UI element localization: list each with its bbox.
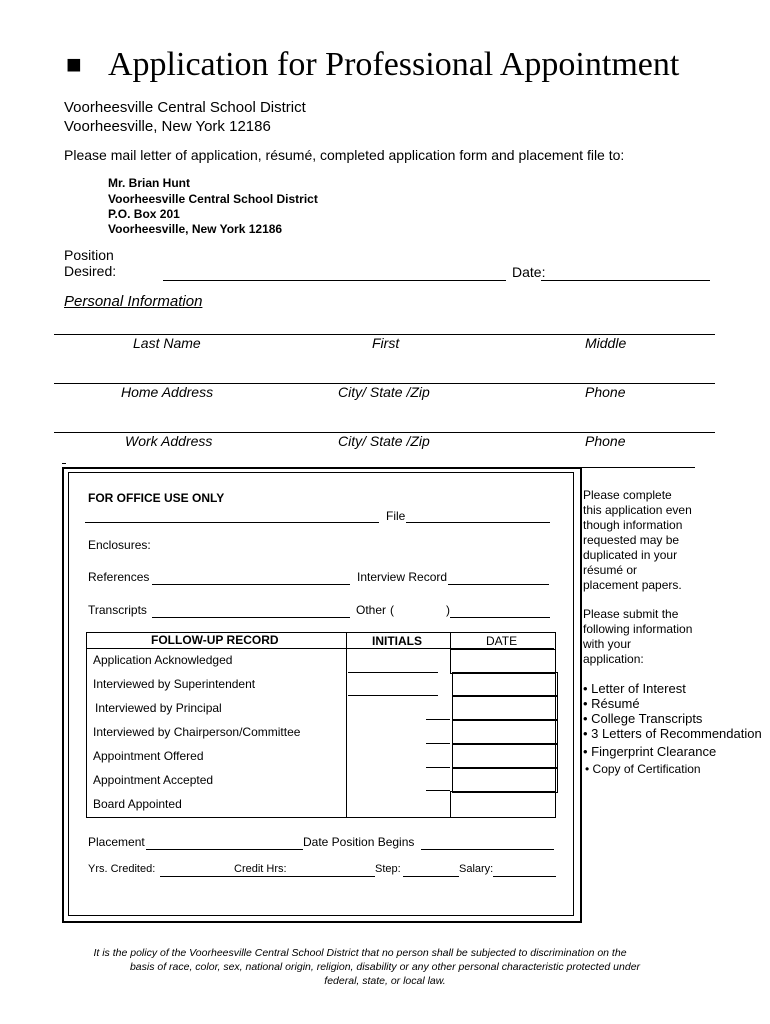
- salary-label: Salary:: [459, 863, 494, 875]
- file-label: File: [386, 509, 406, 523]
- followup-row-label: Appointment Accepted: [93, 773, 214, 787]
- sidebar-note-line: though information: [583, 518, 683, 532]
- date-cell[interactable]: [452, 672, 558, 697]
- followup-row-label: Application Acknowledged: [93, 653, 233, 667]
- footer-line: federal, state, or local law.: [324, 975, 446, 987]
- date-cell[interactable]: [450, 649, 556, 674]
- sidebar-submit-line: with your: [583, 637, 632, 651]
- sidebar-list-item: • College Transcripts: [583, 711, 703, 726]
- date-position-begins-field[interactable]: [421, 849, 554, 850]
- title-bullet: ■: [66, 50, 82, 79]
- followup-header: FOLLOW-UP RECORD: [151, 633, 279, 647]
- district-name: Voorheesville Central School District: [64, 99, 306, 116]
- last-name-label: Last Name: [133, 335, 201, 351]
- sidebar-list-item: • Fingerprint Clearance: [583, 744, 717, 759]
- followup-row-label: Interviewed by Superintendent: [93, 677, 256, 691]
- mail-to-box: P.O. Box 201: [108, 207, 180, 221]
- enclosures-label: Enclosures:: [88, 538, 151, 552]
- sidebar-note-line: résumé or: [583, 563, 638, 577]
- sidebar-note-line: placement papers.: [583, 578, 682, 592]
- mail-to-city: Voorheesville, New York 12186: [108, 222, 283, 236]
- sidebar-list-item: • 3 Letters of Recommendation: [583, 726, 762, 741]
- sidebar-submit-line: application:: [583, 652, 644, 666]
- work-phone-label: Phone: [585, 433, 626, 449]
- date-cell[interactable]: [452, 743, 558, 769]
- position-desired-field[interactable]: [163, 280, 506, 281]
- step-label: Step:: [375, 863, 401, 875]
- sidebar-note-line: requested may be: [583, 533, 680, 547]
- date-cell[interactable]: [452, 767, 558, 793]
- followup-row-label: Appointment Offered: [93, 749, 204, 763]
- other-field[interactable]: [450, 617, 550, 618]
- date-label: Date:: [512, 264, 546, 280]
- sidebar-note-line: this application even: [583, 503, 692, 517]
- interview-record-label: Interview Record: [357, 570, 448, 584]
- home-address-label: Home Address: [121, 384, 214, 400]
- other-paren-open: (: [390, 603, 394, 617]
- date-cell[interactable]: [450, 791, 556, 818]
- footer-line: basis of race, color, sex, national origin, religion, disability or any other personal characteristic protected under: [129, 961, 641, 973]
- position-label: Position: [64, 247, 114, 263]
- other-label: Other: [356, 603, 387, 617]
- sidebar-note-line: Please complete: [583, 488, 672, 502]
- mail-to-name: Mr. Brian Hunt: [108, 176, 191, 190]
- initials-field[interactable]: [348, 672, 438, 673]
- work-city-label: City/ State /Zip: [338, 433, 430, 449]
- references-label: References: [88, 570, 150, 584]
- date-cell[interactable]: [452, 695, 558, 721]
- sidebar-note: [583, 488, 692, 593]
- followup-row-label: Board Appointed: [93, 797, 182, 811]
- home-city-label: City/ State /Zip: [338, 384, 430, 400]
- sidebar-submit-line: following information: [583, 622, 693, 636]
- placement-field[interactable]: [146, 849, 303, 850]
- office-use-heading: FOR OFFICE USE ONLY: [88, 491, 225, 505]
- sidebar-list-item: • Résumé: [583, 696, 640, 711]
- followup-col-divider-1: [346, 632, 347, 817]
- placement-label: Placement: [88, 835, 145, 849]
- initials-field[interactable]: [426, 719, 450, 720]
- followup-col-divider-2: [450, 632, 451, 649]
- transcripts-field[interactable]: [152, 617, 350, 618]
- initials-header: INITIALS: [372, 634, 422, 648]
- sidebar-list-item: • Copy of Certification: [585, 762, 701, 776]
- followup-row-label: Interviewed by Chairperson/Committee: [93, 725, 301, 739]
- middle-name-label: Middle: [585, 335, 627, 351]
- initials-field[interactable]: [426, 743, 450, 744]
- date-position-begins-label: Date Position Begins: [303, 835, 415, 849]
- file-field[interactable]: [406, 522, 550, 523]
- home-phone-label: Phone: [585, 384, 626, 400]
- page-title: Application for Professional Appointment: [108, 46, 680, 83]
- yrs-credited-field[interactable]: [160, 876, 375, 877]
- interview-record-field[interactable]: [448, 584, 549, 585]
- sidebar-submit: [583, 607, 692, 667]
- sidebar-submit-line: Please submit the: [583, 607, 679, 621]
- sidebar-note-line: duplicated in your: [583, 548, 678, 562]
- separator-mark: [62, 463, 66, 464]
- references-field[interactable]: [152, 584, 350, 585]
- transcripts-label: Transcripts: [88, 603, 147, 617]
- district-city: Voorheesville, New York 12186: [64, 118, 271, 135]
- desired-label: Desired:: [64, 263, 117, 279]
- other-paren-close: ): [446, 603, 450, 617]
- initials-field[interactable]: [348, 695, 438, 696]
- date-header: DATE: [486, 634, 518, 648]
- phone-extra-line: [580, 467, 695, 468]
- initials-field[interactable]: [426, 767, 450, 768]
- salary-field[interactable]: [493, 876, 556, 877]
- mail-instructions: Please mail letter of application, résumé, completed application form and placement file to:: [64, 147, 625, 163]
- step-field[interactable]: [403, 876, 459, 877]
- followup-row-label: Interviewed by Principal: [95, 701, 222, 715]
- mail-to-org: Voorheesville Central School District: [108, 192, 318, 206]
- date-cell[interactable]: [452, 719, 558, 745]
- first-name-label: First: [372, 335, 400, 351]
- footer-line: It is the policy of the Voorheesville Central School District that no person shall be subjected to discrimination on the: [93, 947, 627, 959]
- work-address-label: Work Address: [125, 433, 213, 449]
- personal-info-heading: Personal Information: [64, 293, 203, 310]
- sidebar-list-item: • Letter of Interest: [583, 681, 686, 696]
- credit-hrs-label: Credit Hrs:: [234, 863, 287, 875]
- initials-field[interactable]: [426, 790, 450, 791]
- yrs-credited-label: Yrs. Credited:: [88, 863, 156, 875]
- office-name-field[interactable]: [85, 522, 379, 523]
- date-field[interactable]: [541, 280, 710, 281]
